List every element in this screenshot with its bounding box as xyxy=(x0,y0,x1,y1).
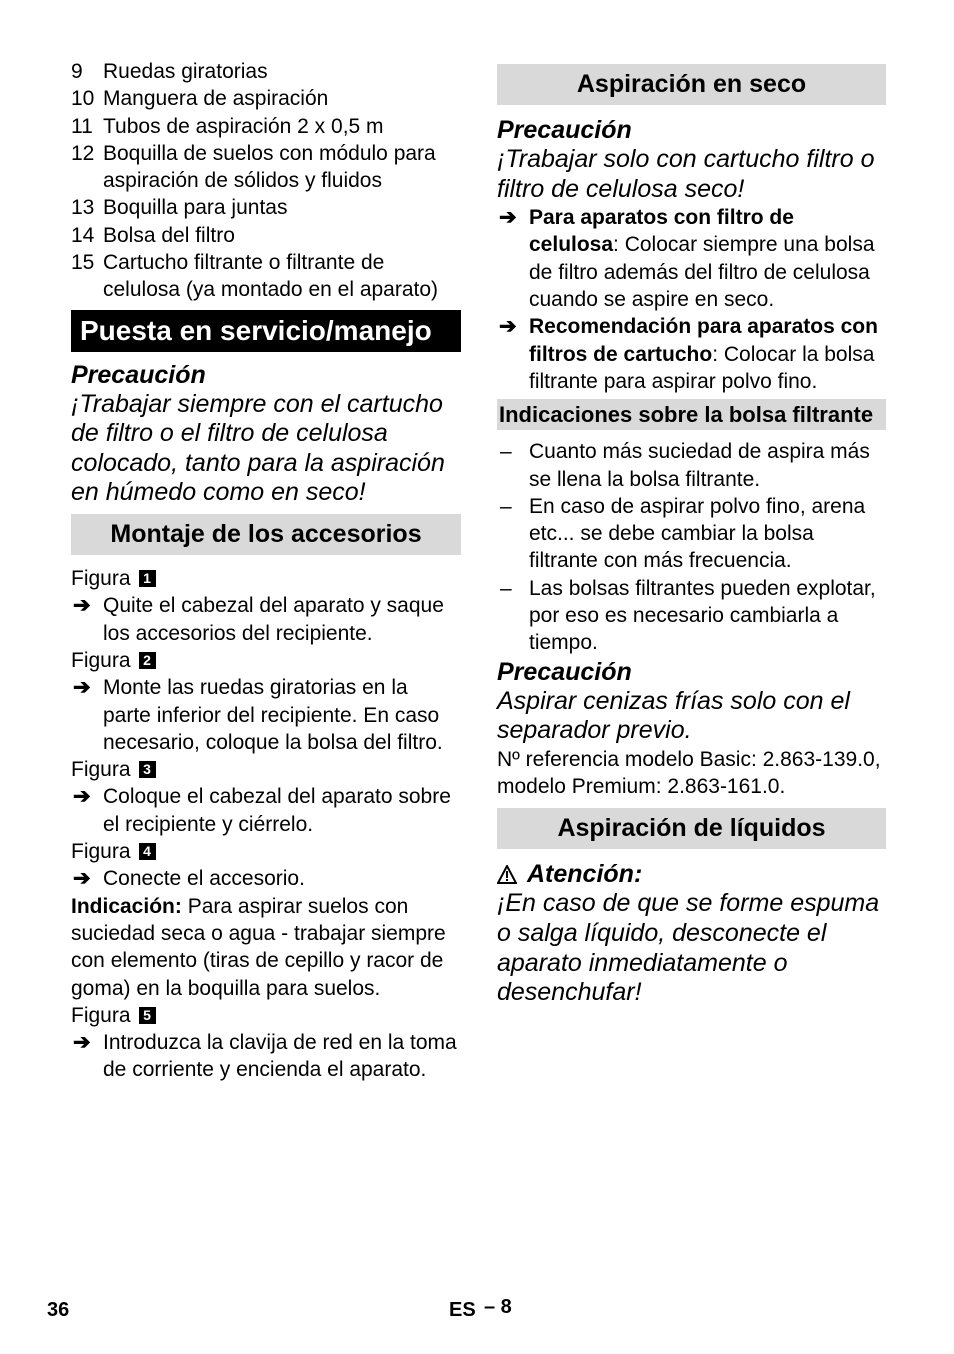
arrow-right-icon: ➔ xyxy=(73,676,91,700)
figure-reference: Figura 2 xyxy=(71,647,461,674)
note-paragraph: Indicación: Para aspirar suelos con suciedad seca o agua - trabajar siempre con elemento (tiras de cepillo y racor de goma) en la boquilla para suelos. xyxy=(71,894,446,1000)
instruction-step: ➔ Quite el cabezal del aparato y saque los accesorios del recipiente. xyxy=(73,594,444,645)
instruction-step: ➔ Conecte el accesorio. xyxy=(71,865,461,892)
list-item: 11 Tubos de aspiración 2 x 0,5 m xyxy=(71,114,384,138)
right-column xyxy=(497,64,886,1008)
instruction-step: ➔ Monte las ruedas giratorias en la parte inferior del recipiente. En caso necesario, coloque la bolsa del filtro. xyxy=(73,676,443,754)
section-page-number: – 8 xyxy=(484,1296,512,1318)
arrow-right-icon: ➔ xyxy=(73,785,91,809)
left-column xyxy=(71,58,461,1084)
figure-number-badge: 3 xyxy=(139,761,156,778)
arrow-right-icon: ➔ xyxy=(73,867,91,891)
figure-number-badge: 5 xyxy=(139,1007,156,1024)
caution-text: ¡Trabajar solo con cartucho filtro o filtro de celulosa seco! xyxy=(497,145,875,203)
figure-number-badge: 4 xyxy=(139,843,156,860)
list-item: – Las bolsas filtrantes pueden explotar, por eso es necesario cambiarla a tiempo. xyxy=(500,576,876,655)
dry-vacuum-title: Aspiración en seco xyxy=(497,64,886,105)
liquid-vacuum-title: Aspiración de líquidos xyxy=(497,808,886,849)
figure-reference: Figura 1 xyxy=(71,565,461,592)
arrow-right-icon: ➔ xyxy=(499,315,517,339)
list-item: 10 Manguera de aspiración xyxy=(71,87,329,111)
arrow-right-icon: ➔ xyxy=(73,594,91,618)
list-item: 14 Bolsa del filtro xyxy=(71,223,235,247)
list-item: – En caso de aspirar polvo fino, arena etc... se debe cambiar la bolsa filtrante con más frecuencia. xyxy=(500,494,866,573)
list-item: 12 Boquilla de suelos con módulo para aspiración de sólidos y fluidos xyxy=(71,141,436,193)
figure-reference: Figura 3 xyxy=(71,756,461,783)
filter-bag-title: Indicaciones sobre la bolsa filtrante xyxy=(497,399,886,430)
figure-reference: Figura 4 xyxy=(71,838,461,865)
instruction-step: ➔ Recomendación para aparatos con filtros de cartucho: Colocar la bolsa filtrante para aspirar polvo fino. xyxy=(499,315,878,393)
dash-bullet-icon: – xyxy=(500,576,512,600)
list-item: 9 Ruedas giratorias xyxy=(71,60,268,83)
page-number: 36 xyxy=(47,1299,70,1321)
subsection-title: Montaje de los accesorios xyxy=(71,514,461,555)
figure-reference: Figura 5 xyxy=(71,1002,461,1029)
list-item: – Cuanto más suciedad de aspira más se llena la bolsa filtrante. xyxy=(500,440,870,491)
section-title: Puesta en servicio/manejo xyxy=(71,310,461,352)
caution-text: ¡Trabajar siempre con el cartucho de filtro o el filtro de celulosa colocado, tanto para la aspiración en húmedo como en seco! xyxy=(71,389,445,507)
attention-text: ¡En caso de que se forme espuma o salga líquido, desconecte el aparato inmediatamente o desenchufar! xyxy=(497,889,880,1007)
reference-number-text: Nº referencia modelo Basic: 2.863-139.0, modelo Premium: 2.863-161.0. xyxy=(497,747,881,799)
arrow-right-icon: ➔ xyxy=(73,1031,91,1055)
instruction-step: ➔ Introduzca la clavija de red en la toma de corriente y encienda el aparato. xyxy=(73,1031,457,1082)
instruction-step: ➔ Para aparatos con filtro de celulosa: Colocar siempre una bolsa de filtro además del filtro de celulosa cuando se aspire en seco. xyxy=(499,206,875,312)
list-item: 13 Boquilla para juntas xyxy=(71,196,288,220)
instruction-step: ➔ Coloque el cabezal del aparato sobre el recipiente y ciérrelo. xyxy=(73,785,451,836)
figure-number-badge: 1 xyxy=(139,570,156,587)
caution-title: Precaución xyxy=(497,116,632,144)
caution-title: Precaución xyxy=(71,360,206,389)
caution-title: Precaución xyxy=(497,657,632,686)
arrow-right-icon: ➔ xyxy=(499,206,517,230)
list-item: 15 Cartucho filtrante o filtrante de celulosa (ya montado en el aparato) xyxy=(71,251,439,302)
language-code: ES xyxy=(449,1299,476,1321)
warning-triangle-icon xyxy=(497,865,517,884)
caution-text: Aspirar cenizas frías solo con el separador previo. xyxy=(497,686,850,745)
attention-title: Atención: xyxy=(497,859,886,889)
parts-list xyxy=(71,58,461,304)
dash-bullet-icon: – xyxy=(500,494,512,518)
dash-bullet-icon: – xyxy=(500,440,512,464)
figure-number-badge: 2 xyxy=(139,652,156,669)
